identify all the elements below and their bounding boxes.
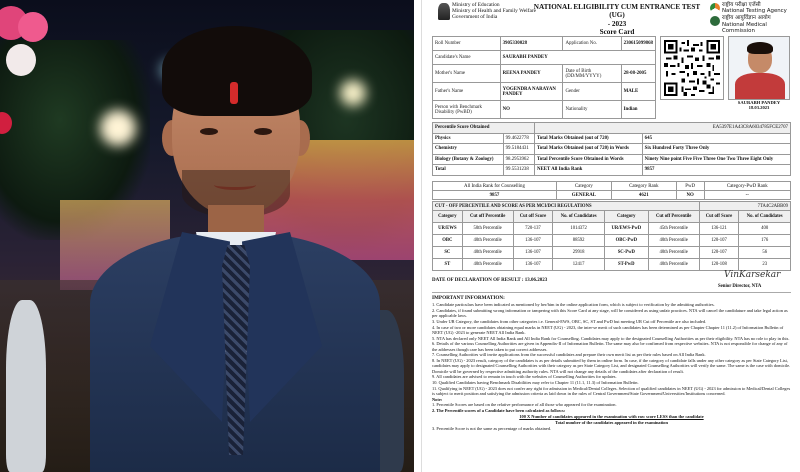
cutoff-cell: 136-107 <box>513 259 553 271</box>
cutoff-row <box>433 223 791 235</box>
candidate-photo <box>728 36 790 100</box>
title-line: Score Card <box>599 28 635 37</box>
subject-label: Total <box>433 165 504 176</box>
cutoff-header: Cut off Percentile <box>648 211 699 223</box>
cutoff-cell: 40th Percentile <box>462 247 513 259</box>
percentile-code: EA5397E1A43C8A6034785FCE2707 <box>534 123 790 134</box>
cutoff-cell: 720-137 <box>513 223 553 235</box>
cutoff-cell: UR/EWS-PwD <box>604 223 648 235</box>
ministry-line: Government of India <box>452 14 498 21</box>
note-heading: Note: <box>432 396 443 402</box>
cutoff-cell: 29918 <box>553 247 605 259</box>
rank-value: GENERAL <box>556 191 611 200</box>
formula-denominator: Total number of the candidates appeared in the examination <box>555 419 668 425</box>
application-no-label: Application No. <box>563 37 621 51</box>
percentile-words-label: Total Percentile Score Obtained in Words <box>534 154 642 165</box>
subject-percentile: 99.5184431 <box>503 144 534 155</box>
cutoff-cell: 120-108 <box>699 259 739 271</box>
rank-header: Category-PwD Rank <box>704 182 790 191</box>
cutoff-header: Cut off Score <box>699 211 739 223</box>
cutoff-cell: 40th Percentile <box>648 247 699 259</box>
cutoff-caption: CUT - OFF PERCENTILE AND SCORE AS PER MCI/DCI REGULATIONS <box>433 202 700 211</box>
gender-value: MALE <box>621 83 655 101</box>
info-row <box>433 83 656 101</box>
percentile-row <box>433 144 791 155</box>
tilak-mark <box>230 82 238 104</box>
cutoff-table <box>432 201 791 271</box>
note-point: 1. Percentile Scores are based on the relative performance of all those who appeared for the examination. <box>432 402 617 408</box>
percentile-formula <box>432 414 791 425</box>
cutoff-cell: 400 <box>739 223 791 235</box>
note-point: 2. The Percentile scores of a Candidate have been calculated as follows: <box>432 408 566 414</box>
percentile-row <box>433 165 791 176</box>
cutoff-cell: 23 <box>739 259 791 271</box>
cutoff-cell: 88592 <box>553 235 605 247</box>
photo-caption: SAURABH PANDEY 18.03.2023 <box>737 100 781 110</box>
father-name-value: YOGENDRA NARAYAN PANDEY <box>500 83 563 101</box>
cutoff-cell: ST-PwD <box>604 259 648 271</box>
important-information <box>432 296 791 432</box>
cutoff-cell: 136-107 <box>513 235 553 247</box>
nationality-label: Nationality <box>563 101 621 119</box>
cutoff-header: Cut off Score <box>513 211 553 223</box>
rank-table <box>432 181 791 200</box>
cutoff-cell: 45th Percentile <box>648 223 699 235</box>
ministry-line: Ministry of Education <box>452 2 500 8</box>
cutoff-cell: 40th Percentile <box>648 259 699 271</box>
rank-header: PwD <box>676 182 704 191</box>
note-point: 3. Percentile Score is not the same as percentage of marks obtained. <box>432 425 552 431</box>
rank-header-row <box>433 182 791 191</box>
info-point: 5. NTA has declared only NEET All India Rank and All India Rank for Counselling. Candidates may apply to the designated Counselling Authorities as per their eligibility. NTA has no role to play in this. <box>432 335 790 341</box>
cutoff-row <box>433 259 791 271</box>
rank-value: 4621 <box>611 191 676 200</box>
balloon-white <box>6 44 36 76</box>
eye <box>200 128 218 135</box>
subject-percentile: 98.2953962 <box>503 154 534 165</box>
info-row <box>433 101 656 119</box>
cutoff-cell: 1014372 <box>553 223 605 235</box>
rank-value: NO <box>676 191 704 200</box>
marks-value: 645 <box>642 133 790 144</box>
info-point: 11. Qualifying in NEET (UG) - 2023 does not confer any right for admission in Medical/Dental Colleges. Selection of qualified candidates in NEET (UG) - 2023 for admission to Medical/Dental Colleges is subject to merit position and satisfying the admission criteria as laid down in the rules of Central Government/State Government/Universities/Institutions concerned. <box>432 385 791 396</box>
info-point: 1. Candidate particulars have been indicated as mentioned by her/him in the online application form, which is subject to verification by the admitting authorities. <box>432 302 715 308</box>
cutoff-cell: 120-107 <box>699 247 739 259</box>
info-point: 8. In NEET (UG) - 2023 result, category of the candidates is as per details submitted by them in online form. In case, if the category of candidate falls under any other category as per State Category List, candidates may apply to designated Counselling Authorities with their category as per State Category List, and designated Counselling Authorities will verify the same. The same is the case with domicile. Domicile will be governed by respective admitting authority rules. NTA will not change any details of the candidates after declaration of result. <box>432 358 791 374</box>
cutoff-cell: 40th Percentile <box>462 235 513 247</box>
rank-value-row <box>433 191 791 200</box>
cutoff-caption-row <box>433 202 791 211</box>
young-man-in-suit <box>90 20 380 472</box>
cutoff-cell: 50th Percentile <box>462 223 513 235</box>
score-card-header <box>422 0 800 37</box>
rank-value: 9857 <box>433 191 557 200</box>
roll-number-value: 3905330028 <box>500 37 563 51</box>
candidate-info-table <box>432 36 656 119</box>
marks-words-value: Six Hundred Forty Three Only <box>642 144 790 155</box>
percentile-words-value: Ninety Nine point Five Five Three One Two Three Eight Only <box>642 154 790 165</box>
percentile-header-row <box>433 123 791 134</box>
qr-code-icon <box>664 40 720 96</box>
cutoff-cell: SC <box>433 247 463 259</box>
subject-label: Chemistry <box>433 144 504 155</box>
nationality-value: Indian <box>621 101 655 119</box>
cutoff-header: Category <box>433 211 463 223</box>
rank-header: All India Rank for Counselling <box>433 182 557 191</box>
rank-header: Category Rank <box>611 182 676 191</box>
important-heading: IMPORTANT INFORMATION: <box>432 295 505 301</box>
cutoff-code: 7TA4C2ABB09 <box>699 202 790 211</box>
cutoff-cell: 12417 <box>553 259 605 271</box>
air-label: NEET All India Rank <box>534 165 642 176</box>
divider <box>432 292 791 293</box>
subject-label: Biology (Botany & Zoology) <box>433 154 504 165</box>
candidate-name-label: Candidate's Name <box>433 51 501 65</box>
title-line: NATIONAL ELIGIBILITY CUM ENTRANCE TEST (UG) <box>533 3 701 20</box>
air-value: 9857 <box>642 165 790 176</box>
cutoff-cell: 40th Percentile <box>648 235 699 247</box>
cutoff-cell: UR/EWS <box>433 223 463 235</box>
score-card-title <box>532 3 702 37</box>
dob-label: Date of Birth (DD/MM/YYYY) <box>563 65 621 83</box>
smile <box>214 180 256 190</box>
info-point: 7. Counselling Authorities will invite applications from the successful candidates and prepare their own merit list as per their rules based on All India Rank. <box>432 352 706 358</box>
agency-line: राष्ट्रीय आयुर्विज्ञान आयोग <box>722 15 771 22</box>
info-point: 6. Details of the various Counselling Authorities are given in Appendix-II of Information Bulletin. The same may also be confirmed from respective websites. NTA is not responsible for change of any of the addresses though care has been taken to put correct addresses. <box>432 341 788 352</box>
marks-words-label: Total Marks Obtained (out of 720) in Words <box>534 144 642 155</box>
cutoff-cell: 176 <box>739 235 791 247</box>
cutoff-header: No. of Candidates <box>553 211 605 223</box>
pwd-value: NO <box>500 101 563 119</box>
mother-name-label: Mother's Name <box>433 65 501 83</box>
info-row <box>433 51 656 65</box>
gender-label: Gender <box>563 83 621 101</box>
total-percentile: 99.5531238 <box>503 165 534 176</box>
pwd-label: Person with Benchmark Disability (PwBD) <box>433 101 501 119</box>
cutoff-cell: OBC <box>433 235 463 247</box>
agency-block <box>722 2 800 34</box>
cutoff-cell: OBC-PwD <box>604 235 648 247</box>
mother-name-value: REENA PANDEY <box>500 65 563 83</box>
qr-code[interactable] <box>660 36 724 100</box>
cutoff-row <box>433 247 791 259</box>
info-point: 9. All candidates are advised to remain in touch with the websites of Counselling Authorities for updates. <box>432 374 617 380</box>
cutoff-cell: 40th Percentile <box>462 259 513 271</box>
cutoff-header: Cut off Percentile <box>462 211 513 223</box>
signatory-title: Senior Director, NTA <box>718 284 762 289</box>
percentile-row <box>433 154 791 165</box>
agency-line: National Testing Agency <box>722 8 787 15</box>
candidate-name-value: SAURABH PANDEY <box>500 51 655 65</box>
result-declaration-date: DATE OF DECLARATION OF RESULT : 13.06.2023 <box>432 278 548 283</box>
info-point: 2. Candidates, if found submitting wrong information or tampering with this Score Card at any stage, will be considered as using unfair practices. NTA will cancel the candidature and take legal action as per applicable laws. <box>432 307 788 319</box>
info-row <box>433 65 656 83</box>
signature: VinKarsekar <box>724 270 781 280</box>
roll-number-label: Roll Number <box>433 37 501 51</box>
percentile-table <box>432 122 791 176</box>
father-name-label: Father's Name <box>433 83 501 101</box>
marks-label: Total Marks Obtained (out of 720) <box>534 133 642 144</box>
percentile-row <box>433 133 791 144</box>
cutoff-cell: SC-PwD <box>604 247 648 259</box>
dob-value: 28-08-2005 <box>621 65 655 83</box>
candidate-hair <box>747 42 773 54</box>
national-emblem-icon <box>438 3 450 20</box>
info-row <box>433 37 656 51</box>
title-line: - 2023 <box>607 19 627 28</box>
percentile-heading: Percentile Score Obtained <box>433 123 535 134</box>
subject-label: Physics <box>433 133 504 144</box>
eye <box>254 128 272 135</box>
ministry-line: Ministry of Health and Family Welfare <box>452 8 537 15</box>
cutoff-cell: 136-107 <box>513 247 553 259</box>
info-point: 4. In case of two or more candidates obtaining equal marks in NEET (UG) - 2023, the inter-se merit of such candidates has been determined as per Chapter Chapter 11 (11.2) of Information Bulletin of NEET (UG) -2023 to generate NEET All India Rank. <box>432 324 784 335</box>
background-person <box>6 300 46 472</box>
cutoff-header-row <box>433 211 791 223</box>
agency-line: राष्ट्रीय परीक्षा एजेंसी <box>722 2 761 8</box>
cutoff-header: Category <box>604 211 648 223</box>
info-point: 3. Under UR Category, the candidates from other categories i.e. General-EWS, OBC, SC, ST and PwD but meeting UR Cut off Percentile are also included. <box>432 318 707 324</box>
cutoff-cell: 56 <box>739 247 791 259</box>
ministry-block <box>452 2 536 21</box>
info-point: 10. Qualified Candidates having Benchmark Disabilities may refer to Chapter 11 (11.1, 11.3) of Information Bulletin. <box>432 379 639 385</box>
subject-percentile: 99.4622778 <box>503 133 534 144</box>
cutoff-header: No. of Candidates <box>739 211 791 223</box>
nta-logo-icon <box>710 3 720 13</box>
rank-value: -- <box>704 191 790 200</box>
agency-line: National Medical Commission <box>722 21 767 34</box>
nmc-logo-icon <box>710 16 720 26</box>
cutoff-row <box>433 235 791 247</box>
formula-numerator: 100 X Number of candidates appeared in the examination with raw score LESS than the candidate <box>519 414 704 420</box>
balloon-pink-2 <box>18 12 48 42</box>
cutoff-cell: 136-121 <box>699 223 739 235</box>
cutoff-cell: 120-107 <box>699 235 739 247</box>
neet-score-card <box>421 0 800 472</box>
cutoff-cell: ST <box>433 259 463 271</box>
rank-header: Category <box>556 182 611 191</box>
application-no-value: 230615099868 <box>621 37 655 51</box>
candidate-shirt <box>735 73 785 100</box>
